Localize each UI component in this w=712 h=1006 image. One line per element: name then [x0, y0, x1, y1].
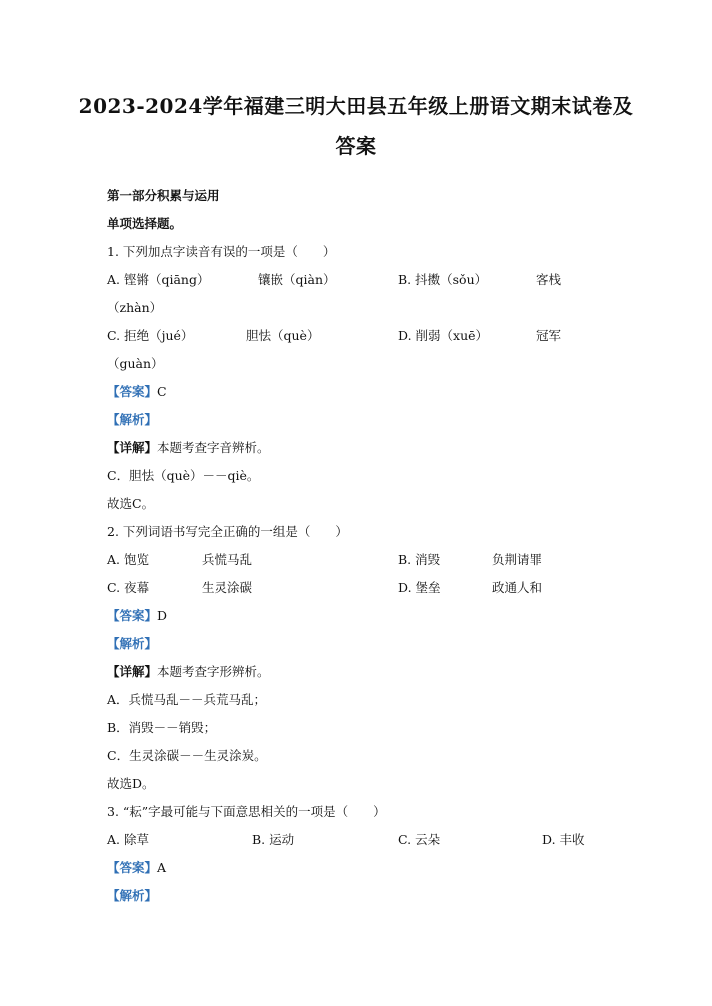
q2-option-c1: C. 夜幕 — [107, 580, 150, 595]
q2-option-d2: 政通人和 — [492, 580, 543, 595]
q1-stem: 1. 下列加点字读音有误的一项是（ ） — [107, 244, 336, 259]
q3-option-d: D. 丰收 — [542, 832, 585, 847]
section-heading: 第一部分积累与运用 — [107, 188, 220, 203]
q1-option-a2: 镶嵌（qiàn） — [258, 272, 336, 287]
answer-label: 【答案】 — [107, 384, 158, 399]
detail-label: 【详解】 — [107, 440, 158, 455]
q3-analysis-label: 【解析】 — [107, 888, 158, 903]
answer-value: A — [157, 860, 167, 875]
q1-option-a1: A. 铿锵（qiāng） — [107, 272, 210, 287]
answer-label: 【答案】 — [107, 860, 158, 875]
q3-stem: 3. “耘”字最可能与下面意思相关的一项是（ ） — [107, 804, 386, 819]
q2-answer — [107, 606, 167, 624]
q3-option-a: A. 除草 — [107, 832, 149, 847]
q2-conclusion: 故选D。 — [107, 776, 155, 791]
q1-option-c2: 胆怯（què） — [246, 328, 320, 343]
q1-option-d2: 冠军 — [536, 328, 562, 343]
detail-text: 本题考查字音辨析。 — [157, 440, 270, 455]
q3-option-c: C. 云朵 — [398, 832, 441, 847]
q2-analysis-label: 【解析】 — [107, 636, 158, 651]
q2-option-b1: B. 消毁 — [398, 552, 441, 567]
answer-value: C — [157, 384, 167, 399]
q1-option-c1: C. 拒绝（jué） — [107, 328, 194, 343]
q1-option-b1: B. 抖擞（sǒu） — [398, 272, 488, 287]
q1-option-b2-cont: （zhàn） — [107, 300, 163, 315]
q2-option-c2: 生灵涂碳 — [202, 580, 253, 595]
document-title-line2: 答案 — [335, 134, 377, 158]
q1-answer — [107, 382, 167, 400]
q2-detail-line3: C．生灵涂碳－－生灵涂炭。 — [107, 748, 267, 763]
answer-value: D — [157, 608, 168, 623]
q1-option-d2-cont: （guàn） — [107, 356, 164, 371]
q2-stem: 2. 下列词语书写完全正确的一组是（ ） — [107, 524, 348, 539]
q3-option-b: B. 运动 — [252, 832, 295, 847]
q2-option-a2: 兵慌马乱 — [202, 552, 253, 567]
q2-option-a1: A. 饱览 — [107, 552, 149, 567]
q1-detail — [107, 438, 270, 456]
q1-conclusion: 故选C。 — [107, 496, 155, 511]
question-type-heading: 单项选择题。 — [107, 216, 183, 231]
q1-option-d1: D. 削弱（xuē） — [398, 328, 489, 343]
q1-detail-line1: C．胆怯（què）－－qiè。 — [107, 468, 260, 483]
q2-detail-line2: B．消毁－－销毁； — [107, 720, 217, 735]
q1-analysis-label: 【解析】 — [107, 412, 158, 427]
q3-answer — [107, 858, 166, 876]
document-title-line1: 2023-2024学年福建三明大田县五年级上册语文期末试卷及 — [78, 94, 634, 118]
q2-detail — [107, 662, 270, 680]
q1-option-b2: 客栈 — [536, 272, 562, 287]
answer-label: 【答案】 — [107, 608, 158, 623]
q2-option-d1: D. 堡垒 — [398, 580, 441, 595]
q2-option-b2: 负荆请罪 — [492, 552, 543, 567]
detail-label: 【详解】 — [107, 664, 158, 679]
q2-detail-line1: A．兵慌马乱－－兵荒马乱； — [107, 692, 267, 707]
detail-text: 本题考查字形辨析。 — [157, 664, 270, 679]
